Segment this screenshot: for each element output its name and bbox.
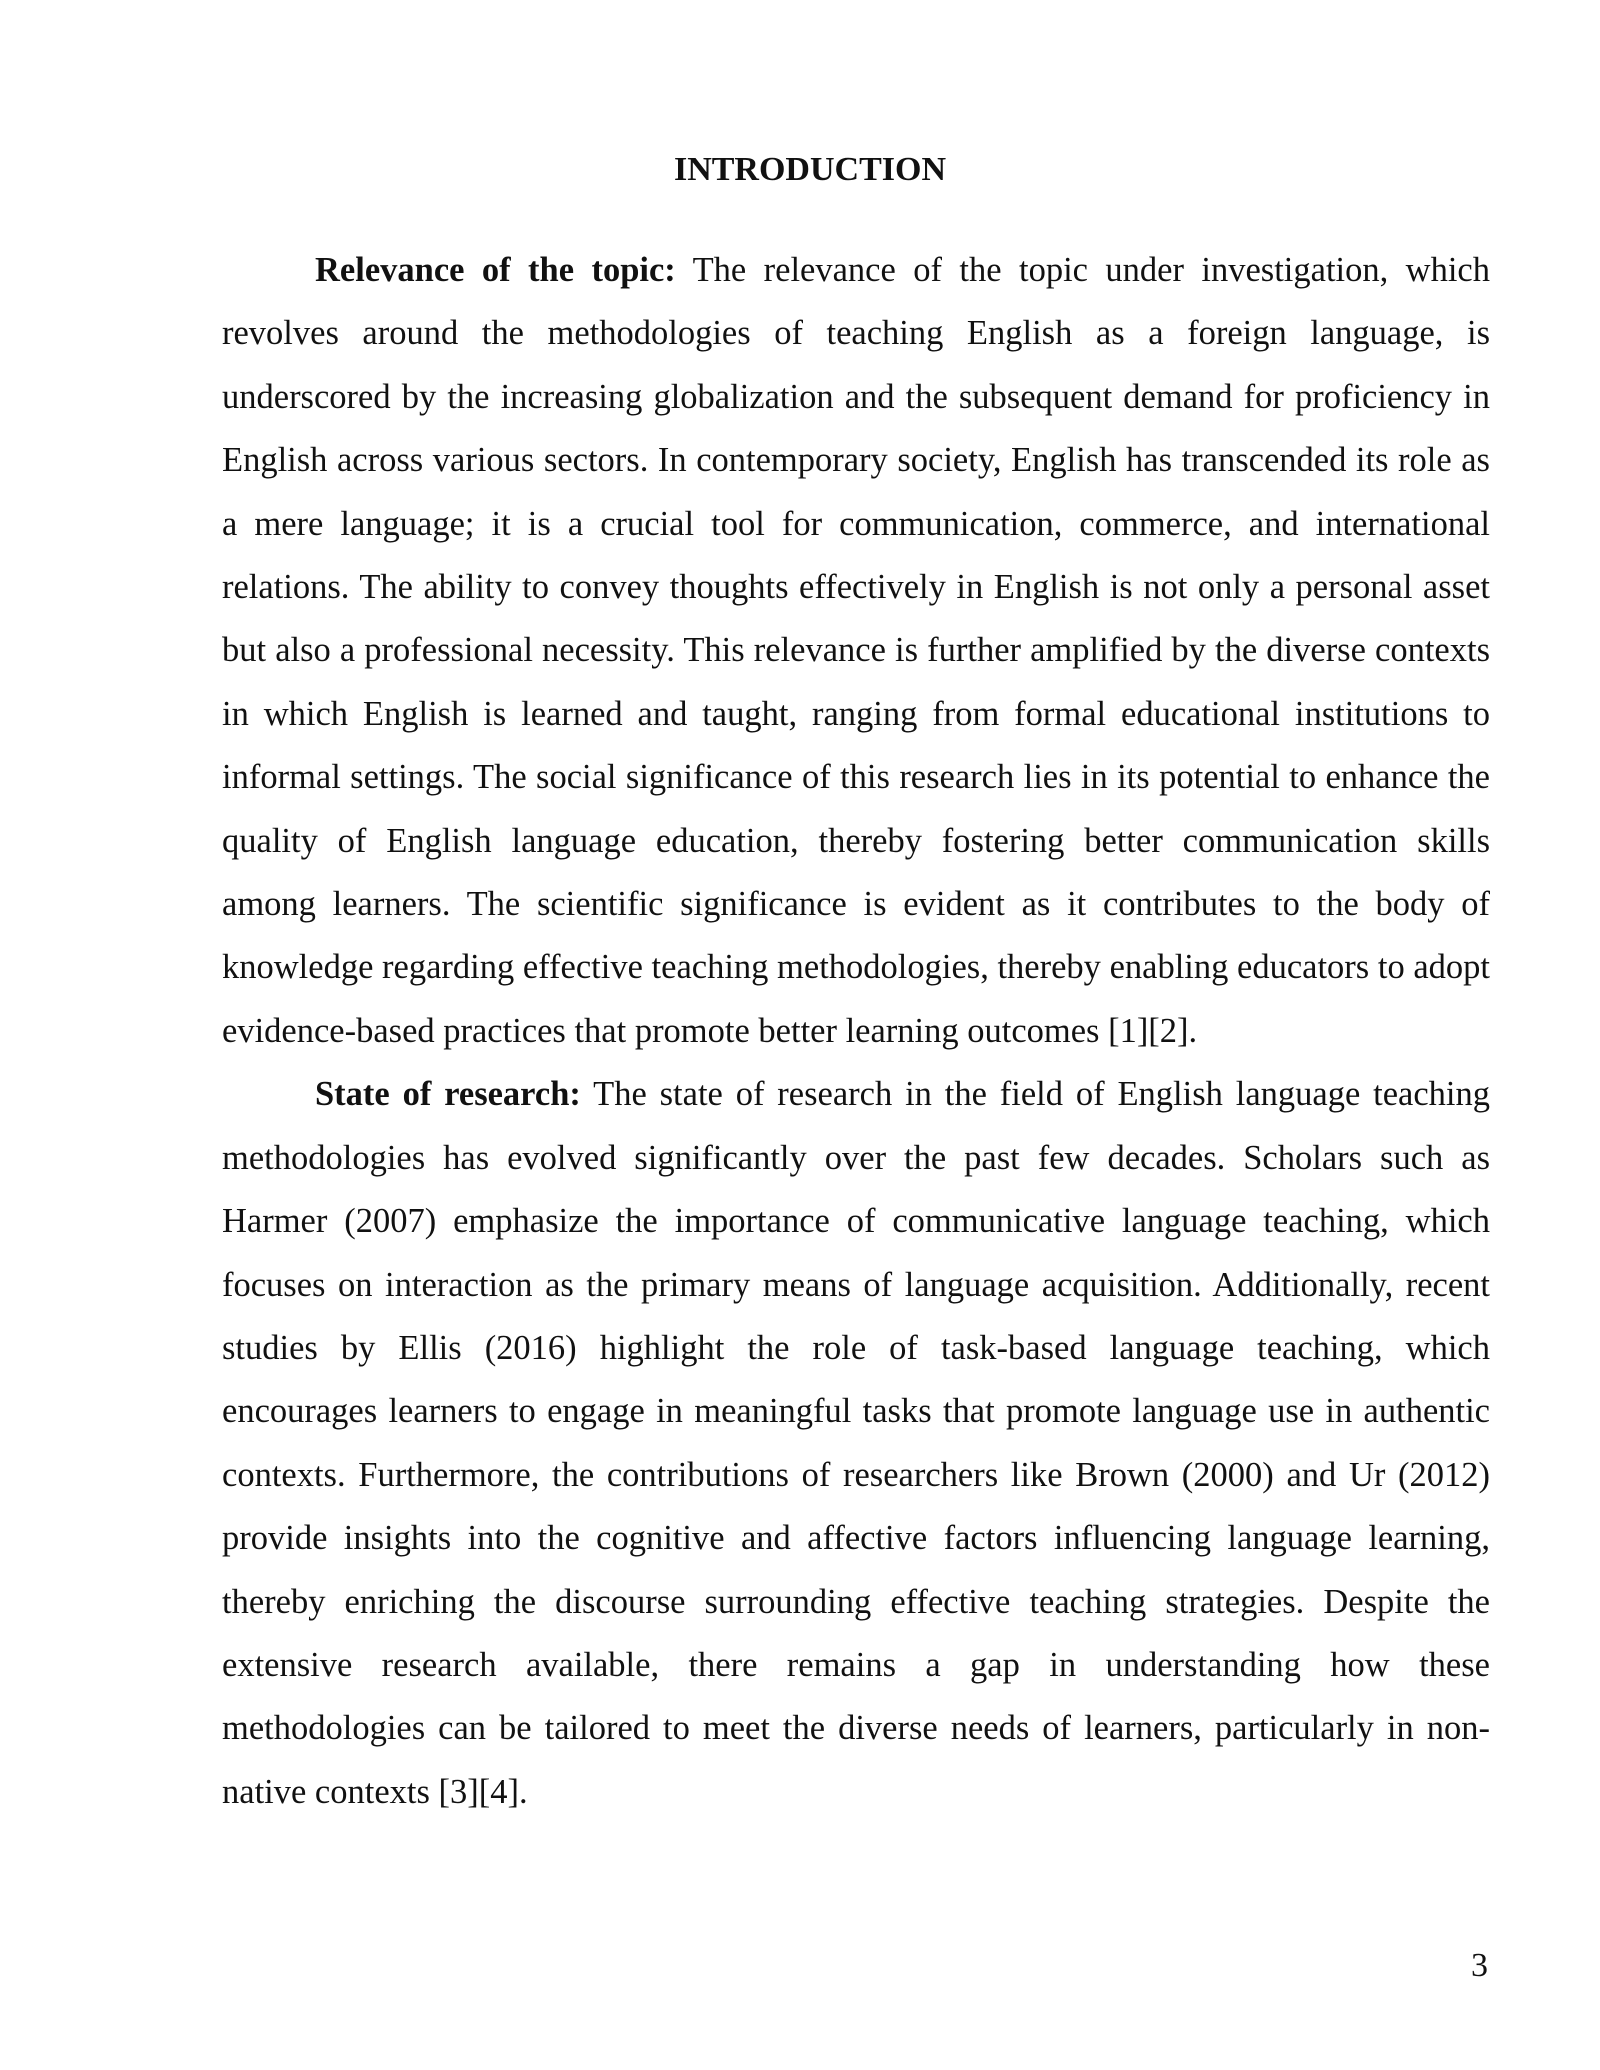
body-text [222,239,1490,1824]
paragraph-lead: Relevance of the topic: [315,251,676,289]
page-title: INTRODUCTION [673,151,947,188]
paragraph-body: The state of research in the field of English language teaching methodologies has evolved significantly over the past few decades. Scholars such as Harmer (2007) emphasize the importance of communicative language teaching, which focuses on interaction as the primary means of language acquisition. Additionally, recent studies by Ellis (2016) highlight the role of task-based language teaching, which encourages learners to engage in meaningful tasks that promote language use in authentic contexts. Furthermore, the contributions of researchers like Brown (2000) and Ur (2012) provide insights into the cognitive and affective factors influencing language learning, thereby enriching the discourse surrounding effective teaching strategies. Despite the extensive research available, there remains a gap in understanding how these methodologies can be tailored to meet the diverse needs of learners, particularly in non-native contexts [3][4]. [222,1075,1491,1811]
paragraph-lead: State of research: [315,1075,581,1114]
page-number: 3 [1471,1947,1488,1984]
paragraph-relevance [222,239,1490,1063]
paragraph-state-of-research [222,1063,1490,1824]
paragraph-body: The relevance of the topic under investigation, which revolves around the methodologies of teaching English as a foreign language, is underscored by the increasing globalization and the subsequent demand for proficiency in English across various sectors. In contemporary society, English has transcended its role as a mere language; it is a crucial tool for communication, commerce, and international relations. The ability to convey thoughts effectively in English is not only a personal asset but also a professional necessity. This relevance is further amplified by the diverse contexts in which English is learned and taught, ranging from formal educational institutions to informal settings. The social significance of this research lies in its potential to enhance the quality of English language education, thereby fostering better communication skills among learners. The scientific significance is evident as it contributes to the body of knowledge regarding effective teaching methodologies, thereby enabling educators to adopt evidence-based practices that promote better learning outcomes [1][2]. [222,251,1490,1050]
